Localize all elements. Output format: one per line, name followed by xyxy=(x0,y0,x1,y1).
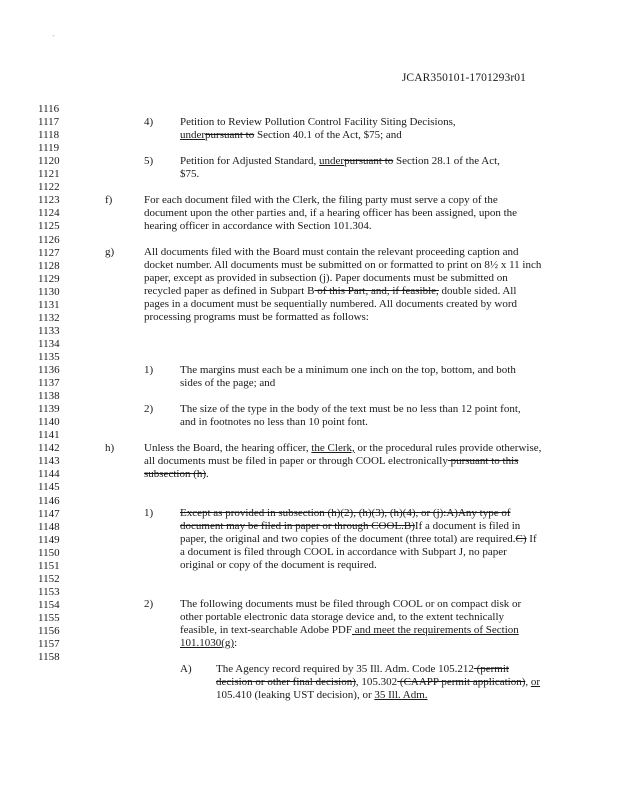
line-number: 1120 xyxy=(38,155,60,168)
item-f-text: For each document filed with the Clerk, the filing party must serve a copy of the document upon the other parties and, if a hearing officer has been assigned, upon the hearing officer in accordance with Section 101.304. xyxy=(144,194,518,233)
item-e5-deletion: pursuant to xyxy=(344,155,394,167)
line-number: 1141 xyxy=(38,429,60,442)
item-h2A-insertion-1: or xyxy=(530,676,541,689)
line-number: 1134 xyxy=(38,337,60,350)
item-h2A-text xyxy=(216,663,542,702)
line-number: 1127 xyxy=(38,246,60,259)
item-h2-label: 2) xyxy=(144,598,154,610)
item-g-label: g) xyxy=(105,246,115,258)
item-h2A-part2: , 105.302 xyxy=(355,676,398,689)
line-number: 1131 xyxy=(38,298,60,311)
line-number: 1122 xyxy=(38,181,60,194)
item-h2A-part4: 105.410 (leaking UST decision), or xyxy=(216,689,375,702)
item-h2-insertion: and meet the requirements of Section 101.1030(g) xyxy=(180,624,519,650)
line-number: 1125 xyxy=(38,220,60,233)
item-e4-deletion: pursuant to xyxy=(205,129,255,142)
line-number: 1139 xyxy=(38,403,60,416)
item-g-deletion: of this Part, and, if feasible, xyxy=(314,285,439,298)
line-number: 1123 xyxy=(38,194,60,207)
line-number: 1148 xyxy=(38,520,60,533)
item-h-text xyxy=(144,442,542,481)
item-h-insertion: the Clerk, xyxy=(311,442,355,454)
item-h2A-deletion-1: (permit decision or other final decision) xyxy=(216,663,509,689)
line-number: 1138 xyxy=(38,390,60,403)
item-h2A-insertion-2: 35 Ill. Adm. xyxy=(374,689,428,702)
item-g2-label: 2) xyxy=(144,403,154,415)
item-h1-text xyxy=(180,507,540,572)
line-number: 1157 xyxy=(38,638,60,651)
item-g-text-part2: double sided. All pages in a document must be sequentially numbered. All documents created by word processing programs must be formatted as follows: xyxy=(144,285,517,324)
line-number: 1133 xyxy=(38,324,60,337)
item-h2A-part1: The Agency record required by 35 Ill. Adm. Code 105.212 xyxy=(216,663,474,675)
item-h1-deletion: Except as provided in subsection (h)(2), (h)(3), (h)(4), or (j):A)Any type of document may be filed in paper or through COOL.B) xyxy=(180,507,511,533)
item-h-deletion: pursuant to this subsection (h) xyxy=(144,455,519,481)
line-number: 1137 xyxy=(38,377,60,390)
line-number: 1144 xyxy=(38,468,60,481)
item-g-text xyxy=(144,246,542,324)
item-h2-text-part1: The following documents must be filed through COOL or on compact disk or other portable electronic data storage device and, to the extent technically feasible, in text-searchable Adobe PDF xyxy=(180,598,522,637)
line-number: 1147 xyxy=(38,507,60,520)
line-number: 1135 xyxy=(38,350,60,363)
line-number: 1146 xyxy=(38,494,60,507)
item-g1-label: 1) xyxy=(144,364,154,376)
line-number: 1150 xyxy=(38,546,60,559)
line-number: 1118 xyxy=(38,129,60,142)
item-h-text-part1: Unless the Board, the hearing officer, xyxy=(144,442,312,454)
line-number: 1155 xyxy=(38,611,60,624)
line-number: 1140 xyxy=(38,416,60,429)
line-number: 1128 xyxy=(38,259,60,272)
line-number: 1136 xyxy=(38,364,60,376)
line-number: 1130 xyxy=(38,285,60,298)
line-number: 1132 xyxy=(38,311,60,324)
item-h2-text xyxy=(180,598,542,650)
item-h1-text-part1: If a document is filed in paper, the original and two copies of the document (three total) are required. xyxy=(180,520,521,546)
line-number: 1151 xyxy=(38,559,60,572)
item-e4-line1: Petition to Review Pollution Control Facility Siting Decisions, xyxy=(180,116,456,128)
item-e5-line1: Petition for Adjusted Standard, xyxy=(180,155,320,167)
item-e5-text xyxy=(180,155,540,181)
line-number: 1126 xyxy=(38,233,60,246)
item-e4-text xyxy=(180,116,520,142)
line-number: 1143 xyxy=(38,455,60,468)
item-e4-insertion: under xyxy=(180,129,206,142)
item-e5-label: 5) xyxy=(144,155,154,167)
item-e5-insertion: under xyxy=(319,155,345,167)
item-e4-line2: Section 40.1 of the Act, $75; and xyxy=(254,129,402,142)
item-h-text-part3: . xyxy=(206,468,209,481)
item-h-label: h) xyxy=(105,442,115,454)
line-number: 1145 xyxy=(38,481,60,494)
line-number: 1119 xyxy=(38,142,60,155)
item-h1-deletion-2: C) xyxy=(515,533,527,546)
item-h2A-deletion-2: (CAAPP permit application) xyxy=(397,676,526,689)
line-number: 1142 xyxy=(38,442,60,455)
item-h2-text-part2: : xyxy=(234,637,238,650)
item-g-text-part1: All documents filed with the Board must contain the relevant proceeding caption and docket number. All documents must be submitted on or formatted to print on 8½ x 11 inch paper, except as provided in subsection (j). Paper documents must be submitted on recycled paper as defined in Subpart B xyxy=(144,246,542,298)
line-number: 1116 xyxy=(38,103,60,115)
line-number: 1152 xyxy=(38,572,60,585)
item-e5-line2: $75. xyxy=(180,168,200,181)
line-number: 1117 xyxy=(38,116,60,129)
scan-mark: - xyxy=(52,30,55,40)
line-number: 1158 xyxy=(38,651,60,664)
item-e5-line1-end: Section 28.1 of the Act, xyxy=(393,155,500,167)
line-number: 1154 xyxy=(38,598,60,611)
line-number: 1149 xyxy=(38,533,60,546)
item-e4-label: 4) xyxy=(144,116,154,128)
item-g2-text: The size of the type in the body of the text must be no less than 12 point font, and in footnotes no less than 10 point font. xyxy=(180,403,521,429)
item-h1-text-part2: If a document is filed through COOL in accordance with Subpart J, no paper original or copy of the document is required. xyxy=(180,533,537,572)
line-number: 1124 xyxy=(38,207,60,220)
item-h-text-part2: or the procedural rules provide otherwise, all documents must be filed in paper or through COOL electronically xyxy=(144,442,542,468)
document-id-header: JCAR350101-1701293r01 xyxy=(401,72,526,84)
item-f-label: f) xyxy=(105,194,113,206)
line-number: 1121 xyxy=(38,168,60,181)
line-number: 1156 xyxy=(38,625,60,637)
item-h2A-part3: , xyxy=(525,676,531,689)
line-number: 1153 xyxy=(38,585,60,598)
item-h1-label: 1) xyxy=(144,507,154,519)
line-number: 1129 xyxy=(38,272,60,285)
item-g1-text: The margins must each be a minimum one inch on the top, bottom, and both sides of the page; and xyxy=(180,364,516,390)
item-h2A-label: A) xyxy=(180,663,192,675)
